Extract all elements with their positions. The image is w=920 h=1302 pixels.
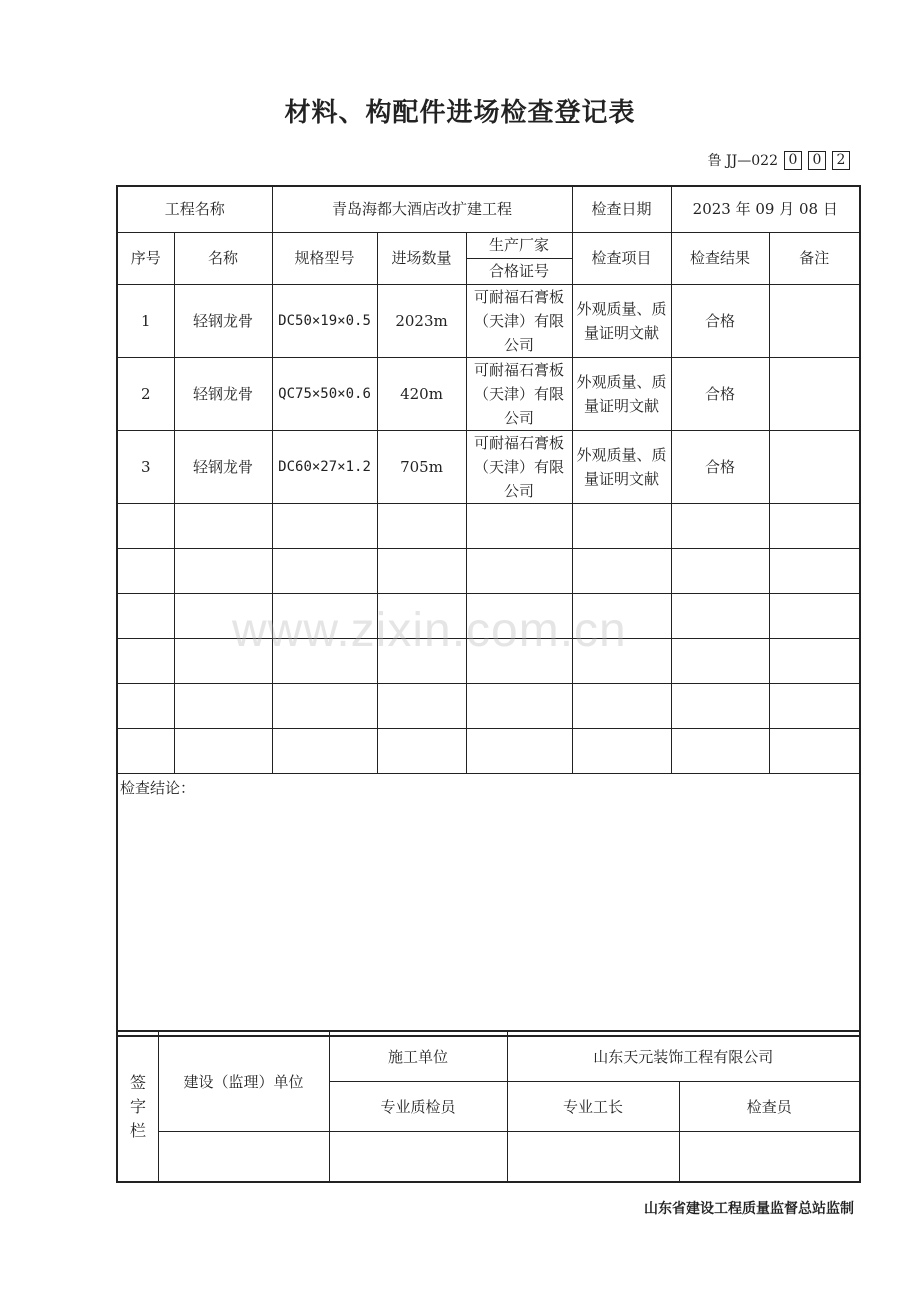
col-spec: 规格型号 [272,232,377,284]
code-digit-1: 0 [784,151,802,170]
col-manufacturer: 生产厂家 [466,232,572,258]
signature-table [116,1030,861,1183]
foreman-label: 专业工长 [507,1082,679,1132]
col-remark: 备注 [769,232,860,284]
col-qty: 进场数量 [377,232,466,284]
inspection-table [116,185,861,1037]
sign-column-label: 签字栏 [117,1031,158,1182]
contractor-label: 施工单位 [329,1031,507,1082]
conclusion-label: 检查结论： [117,773,860,1036]
cell-qty: 420m [377,357,466,430]
empty-row [117,503,860,548]
sign-row-1 [117,1031,860,1082]
cell-qty: 705m [377,430,466,503]
cell-remark [769,284,860,357]
watermark: www.zixin.com.cn [232,604,627,657]
cell-name: 轻钢龙骨 [174,284,272,357]
qc-label: 专业质检员 [329,1082,507,1132]
cell-item: 外观质量、质量证明文献 [572,284,671,357]
col-cert: 合格证号 [466,258,572,284]
cell-seq: 2 [117,357,174,430]
page-title: 材料、构配件进场检查登记表 [284,98,636,128]
cell-result: 合格 [671,357,769,430]
empty-row [117,683,860,728]
col-result: 检查结果 [671,232,769,284]
contractor-value: 山东天元装饰工程有限公司 [507,1031,860,1082]
date-label: 检查日期 [572,186,671,232]
empty-row [117,593,860,638]
table-row [117,430,860,503]
form-code [708,150,850,170]
project-value: 青岛海都大酒店改扩建工程 [272,186,572,232]
foreman-signature [507,1132,679,1183]
cell-seq: 3 [117,430,174,503]
cell-remark [769,357,860,430]
col-item: 检查项目 [572,232,671,284]
table-row [117,284,860,357]
column-header-row [117,232,860,258]
cell-item: 外观质量、质量证明文献 [572,430,671,503]
cell-spec: DC60×27×1.2 [272,430,377,503]
owner-signature [158,1132,329,1183]
inspector-signature [679,1132,860,1183]
cell-remark [769,430,860,503]
code-digit-3: 2 [832,151,850,170]
cell-spec: DC50×19×0.5 [272,284,377,357]
empty-row [117,548,860,593]
empty-row [117,728,860,773]
cell-maker: 可耐福石膏板（天津）有限公司 [466,284,572,357]
cell-item: 外观质量、质量证明文献 [572,357,671,430]
empty-row [117,638,860,683]
form-code-prefix: 鲁 JJ—022 [707,153,778,169]
cell-name: 轻钢龙骨 [174,357,272,430]
table-row [117,357,860,430]
qc-signature [329,1132,507,1183]
cell-result: 合格 [671,430,769,503]
project-label: 工程名称 [117,186,272,232]
col-name: 名称 [174,232,272,284]
cell-maker: 可耐福石膏板（天津）有限公司 [466,357,572,430]
date-value: 2023 年 09 月 08 日 [671,186,860,232]
col-seq: 序号 [117,232,174,284]
cell-result: 合格 [671,284,769,357]
cell-maker: 可耐福石膏板（天津）有限公司 [466,430,572,503]
cell-spec: QC75×50×0.6 [272,357,377,430]
cell-name: 轻钢龙骨 [174,430,272,503]
footer-issuer: 山东省建设工程质量监督总站监制 [644,1201,854,1217]
code-digit-2: 0 [808,151,826,170]
sign-row-3 [117,1132,860,1183]
project-row [117,186,860,232]
cell-qty: 2023m [377,284,466,357]
owner-label: 建设（监理）单位 [158,1031,329,1132]
inspector-label: 检查员 [679,1082,860,1132]
conclusion-row [117,773,860,1036]
cell-seq: 1 [117,284,174,357]
